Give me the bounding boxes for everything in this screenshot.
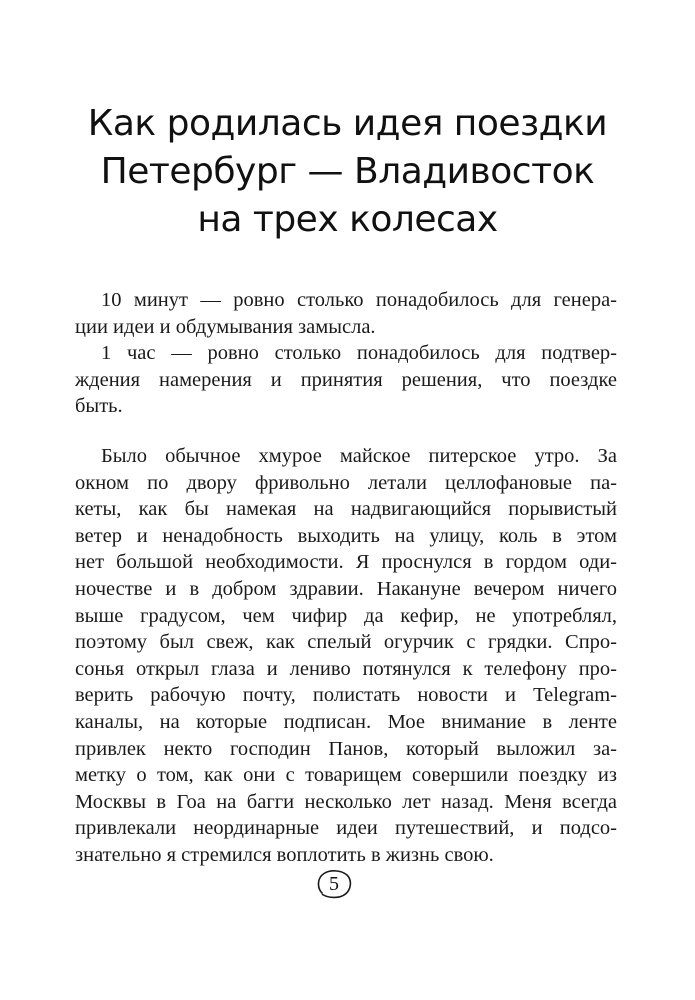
text-line: привлекали неординарные идеи путешествий, и подсо- xyxy=(75,817,617,840)
text-line: окном по двору фривольно летали целлофановые па- xyxy=(75,471,617,494)
text-line: знательно я стремился воплотить в жизнь свою. xyxy=(75,843,494,866)
intro-paragraph xyxy=(75,287,617,340)
text-line: привлек некто господин Панов, который выложил за- xyxy=(75,737,617,760)
text-line: Москвы в Гоа на багги несколько лет назад. Меня всегда xyxy=(75,790,617,813)
text-line: каналы, на которые подписан. Мое внимание в ленте xyxy=(75,710,617,733)
chapter-title-line: Петербург — Владивосток xyxy=(100,151,595,192)
text-line: быть. xyxy=(75,395,123,418)
page-number xyxy=(316,869,352,899)
text-line: кеты, как бы намекая на надвигающийся порывистый xyxy=(75,498,617,521)
text-line: ждения намерения и принятия решения, что поездке xyxy=(75,368,617,391)
text-line: верить рабочую почту, полистать новости и Telegram- xyxy=(75,684,617,707)
text-line: нет большой необходимости. Я проснулся в гордом оди- xyxy=(75,551,617,574)
text-line: 10 минут — ровно столько понадобилось для генера- xyxy=(101,289,617,311)
main-paragraph xyxy=(75,443,617,869)
text-line: 1 час — ровно столько понадобилось для подтвер- xyxy=(101,342,617,365)
chapter-title-line: на трех колесах xyxy=(197,199,498,240)
page-number-text: 5 xyxy=(329,873,339,895)
intro-section xyxy=(75,287,617,420)
intro-paragraph xyxy=(75,340,617,420)
chapter-title-line: Как родилась идея поездки xyxy=(87,103,608,144)
text-line: Было обычное хмурое майское питерское утро. За xyxy=(101,445,617,467)
text-line: ветер и ненадобность выходить на улицу, коль в этом xyxy=(75,524,617,547)
text-line: ции идеи и обдумывания замысла. xyxy=(75,315,376,338)
text-line: ночестве и в добром здравии. Накануне вечером ничего xyxy=(75,577,617,600)
text-line: метку о том, как они с товарищем совершили поездку из xyxy=(75,764,617,787)
chapter-title xyxy=(0,100,695,244)
text-line: выше градусом, чем чифир да кефир, не употреблял, xyxy=(75,604,617,627)
text-line: сонья открыл глаза и лениво потянулся к телефону про- xyxy=(75,657,617,680)
text-line: поэтому был свеж, как спелый огурчик с грядки. Спро- xyxy=(75,631,617,654)
